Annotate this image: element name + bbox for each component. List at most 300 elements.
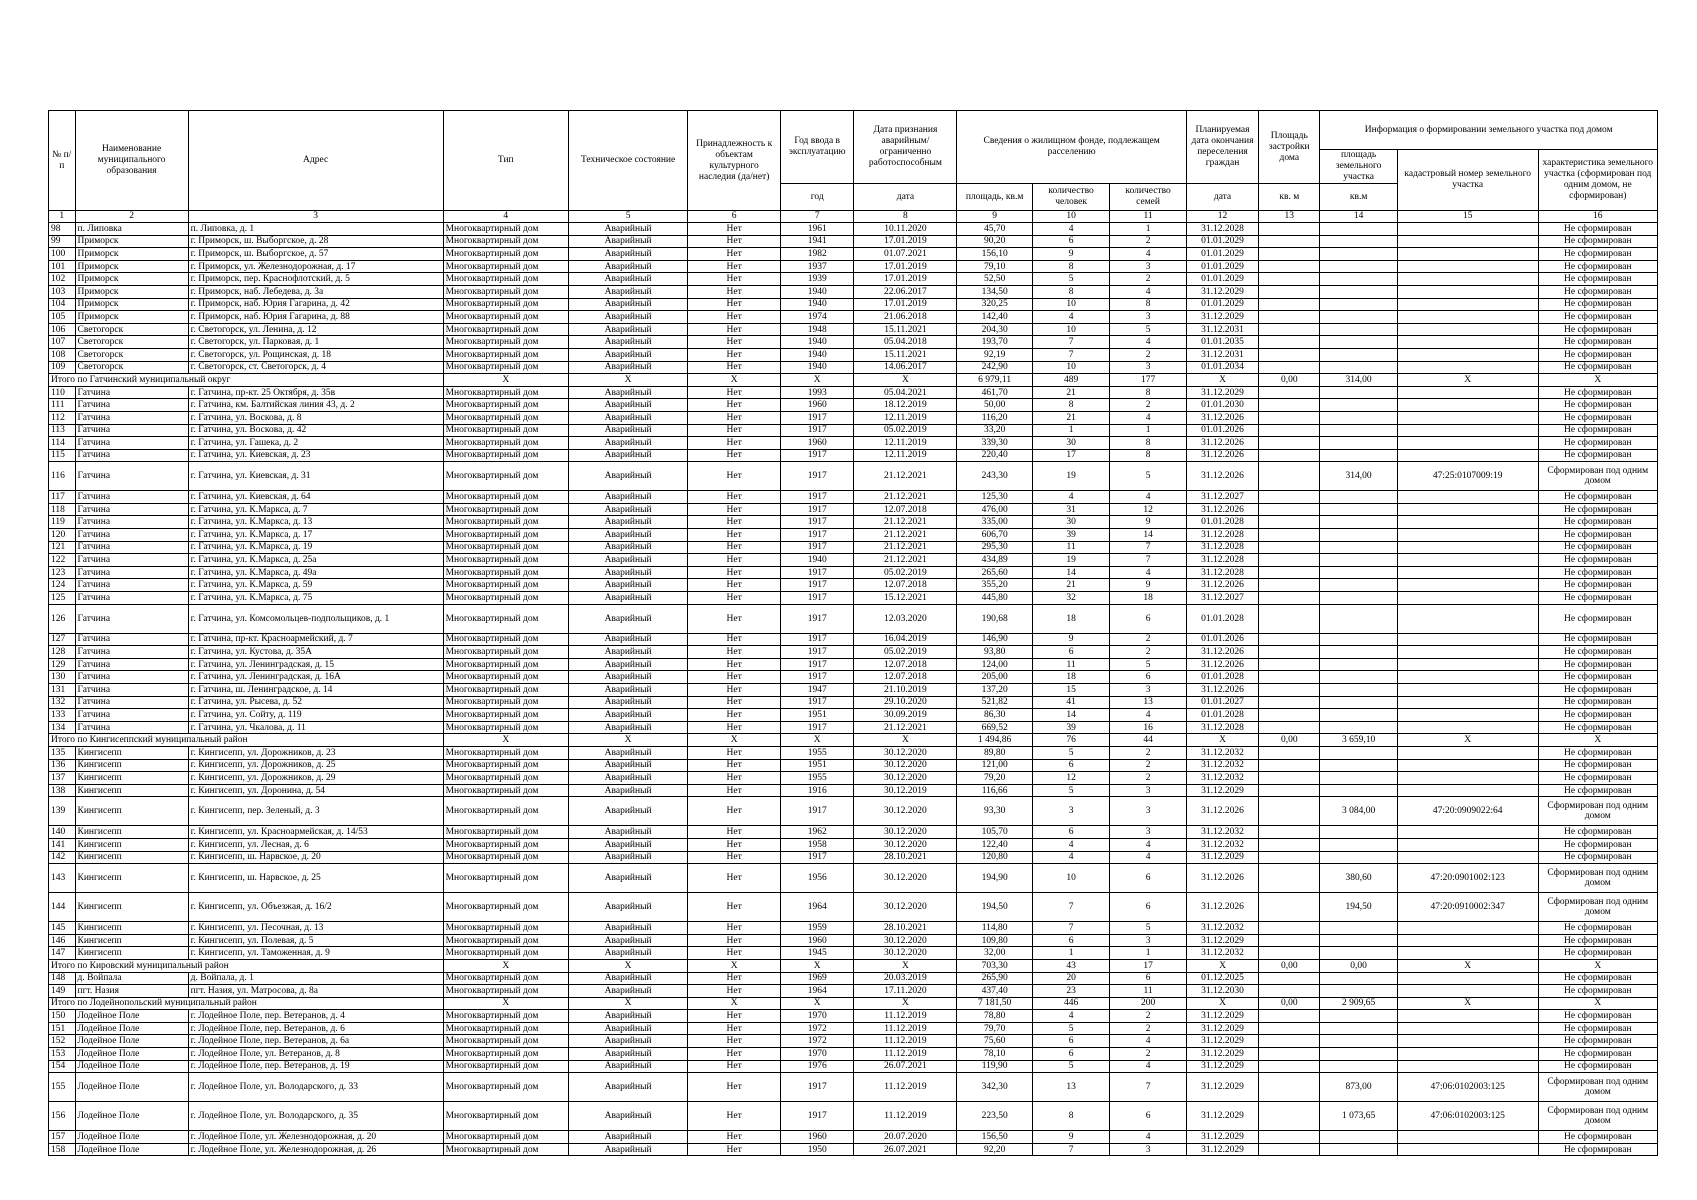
table-cell: Не сформирован [1538,386,1657,399]
table-cell: 21.10.2019 [854,684,957,697]
table-cell: 151 [49,1022,76,1035]
table-cell: г. Кингисепп, ул. Полевая, д. 5 [188,934,443,947]
table-cell: 1 073,65 [1320,1102,1397,1131]
table-cell [1397,285,1538,298]
table-cell [1397,1035,1538,1048]
total-cell: X [688,374,781,387]
table-cell: 30.12.2020 [854,759,957,772]
table-cell: 1970 [781,1048,854,1061]
table-row [49,972,1658,985]
table-cell [1320,529,1397,542]
table-cell: Нет [688,399,781,412]
total-cell: 177 [1110,374,1186,387]
table-cell [1397,516,1538,529]
table-cell [1320,541,1397,554]
total-cell: X [781,374,854,387]
table-cell [1320,684,1397,697]
table-cell: 01.01.2029 [1186,298,1258,311]
table-cell: Аварийный [568,411,687,424]
table-cell: 4 [1110,1131,1186,1144]
table-cell: 16 [1110,721,1186,734]
table-cell: 31.12.2026 [1186,893,1258,922]
table-cell: 12.11.2019 [854,437,957,450]
table-row [49,633,1658,646]
table-row [49,1060,1658,1073]
table-cell: 31.12.2027 [1186,592,1258,605]
table-cell: Многоквартирный дом [443,1022,568,1035]
table-cell [1397,985,1538,998]
table-cell: Нет [688,503,781,516]
table-cell [1320,604,1397,633]
table-cell: 14 [1032,566,1109,579]
table-cell: 1917 [781,462,854,491]
total-cell: X [443,997,568,1010]
table-cell: 78,80 [957,1010,1032,1023]
table-cell: г. Гатчина, ул. К.Маркса, д. 19 [188,541,443,554]
table-cell: 114 [49,437,76,450]
table-cell: 26.07.2021 [854,1143,957,1156]
table-cell: 1961 [781,223,854,236]
table-cell: Не сформирован [1538,285,1657,298]
table-row [49,1143,1658,1156]
table-cell: Аварийный [568,579,687,592]
table-cell: 6 [1032,646,1109,659]
table-cell [1397,746,1538,759]
column-number: 16 [1538,211,1657,223]
table-cell: 3 [1032,797,1109,826]
total-cell: X [1397,997,1538,1010]
table-cell [1397,579,1538,592]
table-cell: 12.07.2018 [854,671,957,684]
table-cell: 1917 [781,671,854,684]
table-cell: 20.03.2019 [854,972,957,985]
table-cell: 4 [1032,851,1109,864]
table-cell: 4 [1110,285,1186,298]
table-cell [1320,1010,1397,1023]
table-cell: 1917 [781,658,854,671]
table-cell: Лодейное Поле [75,1102,188,1131]
table-cell: 01.01.2029 [1186,235,1258,248]
col-header-np: № п/п [49,111,76,211]
table-cell: Гатчина [75,541,188,554]
table-cell: 31.12.2029 [1186,285,1258,298]
table-cell [1259,797,1320,826]
table-cell: г. Гатчина, ул. Гашека, д. 2 [188,437,443,450]
table-cell: 47:20:0901002:123 [1397,864,1538,893]
table-cell: 31.12.2029 [1186,1048,1258,1061]
table-cell: Нет [688,462,781,491]
table-cell: Нет [688,646,781,659]
table-cell: 21.12.2021 [854,516,957,529]
table-cell: 21.12.2021 [854,541,957,554]
table-row [49,658,1658,671]
table-cell: 194,50 [1320,893,1397,922]
table-cell: 31.12.2028 [1186,566,1258,579]
table-cell: 1940 [781,361,854,374]
table-cell: Многоквартирный дом [443,424,568,437]
table-cell [1259,851,1320,864]
table-cell: 105,70 [957,826,1032,839]
table-row [49,759,1658,772]
table-cell [1397,449,1538,462]
table-cell: Лодейное Поле [75,1010,188,1023]
table-cell: 75,60 [957,1035,1032,1048]
table-cell: Аварийный [568,826,687,839]
table-cell: 1917 [781,529,854,542]
table-row [49,311,1658,324]
table-cell: Не сформирован [1538,336,1657,349]
table-cell: Многоквартирный дом [443,529,568,542]
table-cell: 1955 [781,772,854,785]
table-cell: 131 [49,684,76,697]
table-cell [1397,721,1538,734]
table-cell: 113 [49,424,76,437]
table-cell: 31.12.2029 [1186,784,1258,797]
table-cell: Нет [688,633,781,646]
table-cell: г. Гатчина, ул. Сойту, д. 119 [188,709,443,722]
table-cell: Светогорск [75,348,188,361]
table-row [49,1073,1658,1102]
table-cell: Многоквартирный дом [443,646,568,659]
table-cell [1259,671,1320,684]
table-cell: 1958 [781,838,854,851]
table-cell: 4 [1110,1035,1186,1048]
total-label: Итого по Лодейнопольский муниципальный район [49,997,444,1010]
table-cell: Не сформирован [1538,323,1657,336]
table-cell: Многоквартирный дом [443,759,568,772]
table-cell: 153 [49,1048,76,1061]
table-cell: Не сформирован [1538,235,1657,248]
column-number: 1 [49,211,76,223]
table-cell: 1917 [781,633,854,646]
table-cell: 31.12.2028 [1186,529,1258,542]
table-cell: Аварийный [568,437,687,450]
table-cell: 01.01.2028 [1186,516,1258,529]
table-cell: 138 [49,784,76,797]
table-cell: 1 [1110,223,1186,236]
table-row [49,285,1658,298]
table-cell: Нет [688,348,781,361]
table-cell: 1917 [781,516,854,529]
table-row [49,1131,1658,1144]
table-cell: г. Гатчина, ул. К.Маркса, д. 13 [188,516,443,529]
table-cell [1320,772,1397,785]
table-cell: 20.07.2020 [854,1131,957,1144]
table-cell [1259,298,1320,311]
table-cell: 116 [49,462,76,491]
table-cell: 1940 [781,298,854,311]
total-cell: 446 [1032,997,1109,1010]
table-row [49,851,1658,864]
table-cell: 15.11.2021 [854,323,957,336]
table-cell: 12.11.2019 [854,411,957,424]
table-cell [1320,235,1397,248]
table-cell: 2 [1110,746,1186,759]
table-cell [1259,554,1320,567]
table-cell: 1947 [781,684,854,697]
table-cell: 31.12.2032 [1186,826,1258,839]
table-cell: 155 [49,1073,76,1102]
table-cell: 19 [1032,554,1109,567]
table-cell: Аварийный [568,491,687,504]
table-cell: Не сформирован [1538,772,1657,785]
total-cell: X [1538,374,1657,387]
table-cell [1259,746,1320,759]
table-cell: 21.06.2018 [854,311,957,324]
table-cell: 18 [1032,604,1109,633]
table-cell: 17.01.2019 [854,273,957,286]
table-cell: Нет [688,554,781,567]
table-cell: 1917 [781,566,854,579]
total-cell: 3 659,10 [1320,734,1397,747]
table-cell: 606,70 [957,529,1032,542]
table-cell: Приморск [75,260,188,273]
table-cell: 1974 [781,311,854,324]
table-cell: г. Гатчина, ул. К.Маркса, д. 59 [188,579,443,592]
table-cell: 8 [1110,298,1186,311]
table-cell: Нет [688,516,781,529]
table-cell: Многоквартирный дом [443,671,568,684]
table-cell: Многоквартирный дом [443,491,568,504]
table-cell: Многоквартирный дом [443,579,568,592]
table-cell [1259,323,1320,336]
table-cell [1259,646,1320,659]
table-cell: 15.11.2021 [854,348,957,361]
table-cell: Аварийный [568,1102,687,1131]
table-cell: 265,60 [957,566,1032,579]
table-cell: 158 [49,1143,76,1156]
table-cell: 1940 [781,336,854,349]
table-cell: Аварийный [568,864,687,893]
table-cell: 31.12.2032 [1186,922,1258,935]
table-cell [1397,604,1538,633]
total-label: Итого по Гатчинский муниципальный округ [49,374,444,387]
table-cell: 125 [49,592,76,605]
table-cell: Аварийный [568,311,687,324]
table-cell: 154 [49,1060,76,1073]
table-cell: Многоквартирный дом [443,1131,568,1144]
table-cell: 31.12.2029 [1186,1143,1258,1156]
table-cell: г. Приморск, ш. Выборгское, д. 28 [188,235,443,248]
table-cell: 7 [1110,541,1186,554]
table-cell: Многоквартирный дом [443,248,568,261]
table-cell: 134,50 [957,285,1032,298]
table-cell: 11.12.2019 [854,1048,957,1061]
table-cell: 6 [1032,934,1109,947]
table-cell: 17.01.2019 [854,298,957,311]
table-cell: Аварийный [568,893,687,922]
table-cell: 31.12.2028 [1186,541,1258,554]
table-cell: Нет [688,709,781,722]
table-cell: 1940 [781,285,854,298]
table-cell: Не сформирован [1538,491,1657,504]
table-row [49,1010,1658,1023]
table-cell: Аварийный [568,646,687,659]
table-cell: Нет [688,592,781,605]
table-cell: 1917 [781,721,854,734]
table-cell: Многоквартирный дом [443,273,568,286]
table-cell: 120,80 [957,851,1032,864]
table-cell: 45,70 [957,223,1032,236]
table-cell: 2 [1110,759,1186,772]
table-cell [1259,709,1320,722]
table-cell: Кингисепп [75,851,188,864]
total-cell: X [854,374,957,387]
table-cell: Многоквартирный дом [443,1035,568,1048]
table-cell: 156 [49,1102,76,1131]
table-cell: Не сформирован [1538,424,1657,437]
column-number: 7 [781,211,854,223]
table-cell: 112 [49,411,76,424]
table-row [49,348,1658,361]
table-cell [1397,491,1538,504]
table-row [49,1048,1658,1061]
table-cell: Не сформирован [1538,529,1657,542]
table-cell: 31.12.2029 [1186,1010,1258,1023]
table-cell: 122,40 [957,838,1032,851]
table-cell: Кингисепп [75,784,188,797]
table-cell: 21.12.2021 [854,554,957,567]
table-cell: 4 [1032,838,1109,851]
table-cell: г. Гатчина, пр-кт. 25 Октября, д. 35в [188,386,443,399]
table-cell: 476,00 [957,503,1032,516]
table-cell: Многоквартирный дом [443,1048,568,1061]
table-cell: г. Приморск, наб. Юрия Гагарина, д. 88 [188,311,443,324]
table-row [49,323,1658,336]
col-header-planned-date: Планируемая дата окончания переселения граждан [1186,111,1258,184]
table-cell: Многоквартирный дом [443,541,568,554]
table-cell: Многоквартирный дом [443,348,568,361]
table-cell: Многоквартирный дом [443,386,568,399]
col-header-year: Год ввода в эксплуатацию [781,111,854,184]
col-header-land-area: площадь земельного участка [1320,150,1397,184]
table-cell: 98 [49,223,76,236]
table-row [49,248,1658,261]
table-cell: 31.12.2027 [1186,491,1258,504]
table-cell: 1951 [781,759,854,772]
table-cell [1259,311,1320,324]
table-cell: г. Гатчина, ул. Киевская, д. 64 [188,491,443,504]
table-cell: Многоквартирный дом [443,566,568,579]
table-cell: 31.12.2028 [1186,223,1258,236]
table-cell: г. Кингисепп, ш. Нарвское, д. 25 [188,864,443,893]
table-cell: Нет [688,424,781,437]
table-cell: 109 [49,361,76,374]
table-cell: Многоквартирный дом [443,696,568,709]
table-cell: 7 [1110,1073,1186,1102]
table-cell [1397,696,1538,709]
table-cell: Многоквартирный дом [443,554,568,567]
total-cell: 7 181,50 [957,997,1032,1010]
table-cell [1259,1048,1320,1061]
table-cell [1259,361,1320,374]
table-cell: 31 [1032,503,1109,516]
table-cell: 1916 [781,784,854,797]
table-cell: 147 [49,947,76,960]
table-cell: г. Гатчина, пр-кт. Красноармейский, д. 7 [188,633,443,646]
table-cell: Нет [688,864,781,893]
table-cell: Нет [688,1010,781,1023]
table-cell: г. Лодейное Поле, пер. Ветеранов, д. 6а [188,1035,443,1048]
table-cell: 6 [1110,604,1186,633]
table-cell [1259,759,1320,772]
table-cell: пгт. Назия [75,985,188,998]
table-cell: Гатчина [75,424,188,437]
table-cell: Не сформирован [1538,273,1657,286]
table-cell [1397,772,1538,785]
table-cell [1320,746,1397,759]
table-cell: 7 [1032,1143,1109,1156]
table-cell: Кингисепп [75,864,188,893]
table-cell [1397,934,1538,947]
table-cell: 1940 [781,554,854,567]
table-cell [1397,646,1538,659]
table-row [49,1102,1658,1131]
total-cell: X [568,734,687,747]
table-cell: Аварийный [568,604,687,633]
table-cell: 30.09.2019 [854,709,957,722]
table-cell: 1917 [781,646,854,659]
table-cell [1259,449,1320,462]
table-cell [1259,864,1320,893]
table-cell: Многоквартирный дом [443,838,568,851]
column-number: 14 [1320,211,1397,223]
table-cell: Не сформирован [1538,934,1657,947]
table-cell: 10 [1032,323,1109,336]
table-cell: Гатчина [75,529,188,542]
table-cell: Аварийный [568,462,687,491]
table-cell: 31.12.2026 [1186,411,1258,424]
table-cell: 1917 [781,696,854,709]
table-cell: 8 [1032,1102,1109,1131]
table-cell: 1 [1110,947,1186,960]
table-cell: Нет [688,838,781,851]
table-cell [1397,922,1538,935]
table-cell: 2 [1110,646,1186,659]
table-cell: Лодейное Поле [75,1143,188,1156]
table-cell: 194,50 [957,893,1032,922]
table-cell [1397,311,1538,324]
table-cell: 1917 [781,851,854,864]
table-cell: 05.04.2021 [854,386,957,399]
table-cell [1320,336,1397,349]
table-row [49,646,1658,659]
column-number: 3 [188,211,443,223]
total-cell: 0,00 [1320,959,1397,972]
table-cell: Многоквартирный дом [443,503,568,516]
table-cell: Не сформирован [1538,311,1657,324]
table-cell: Аварийный [568,223,687,236]
table-cell: 93,80 [957,646,1032,659]
table-cell: Гатчина [75,671,188,684]
table-cell [1320,658,1397,671]
table-cell: Аварийный [568,424,687,437]
table-cell: Многоквартирный дом [443,972,568,985]
table-cell: 5 [1110,922,1186,935]
table-cell: Аварийный [568,1048,687,1061]
table-cell [1320,411,1397,424]
total-cell: X [443,959,568,972]
table-cell: Приморск [75,285,188,298]
table-cell: Аварийный [568,721,687,734]
table-cell: 31.12.2026 [1186,864,1258,893]
table-row [49,1022,1658,1035]
table-cell [1397,1143,1538,1156]
table-cell: Лодейное Поле [75,1048,188,1061]
table-cell: 6 [1110,864,1186,893]
table-cell [1259,411,1320,424]
table-cell: Гатчина [75,411,188,424]
